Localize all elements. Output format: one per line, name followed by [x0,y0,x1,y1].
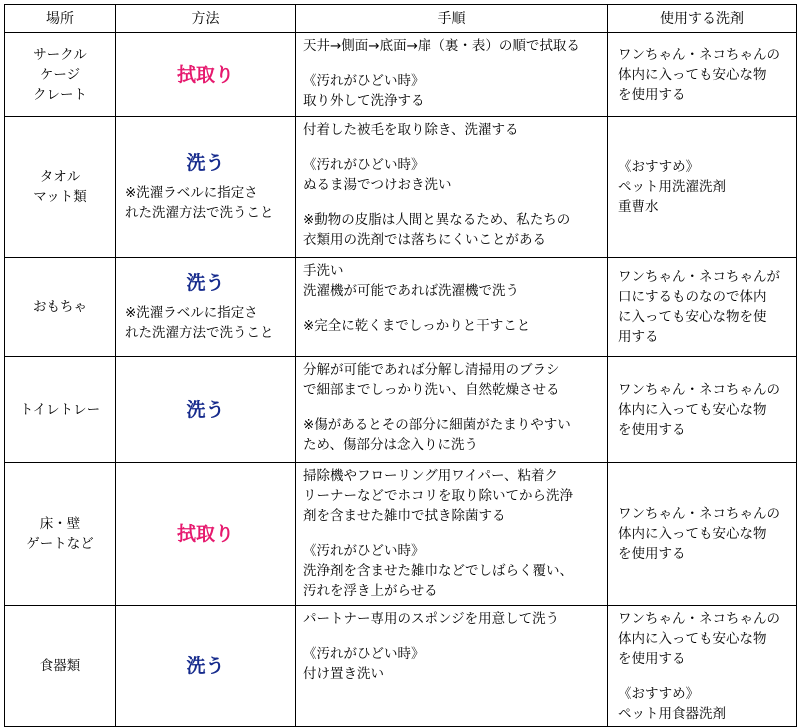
text-line: トイレトレー [19,401,101,418]
text-line: クレート [33,86,87,103]
paragraph-gap [618,669,792,684]
text-line: 剤を含ませた雑巾で拭き除菌する [303,508,506,524]
text-line: サークル [33,46,87,63]
method-cell [116,463,296,606]
header-detergent: 使用する洗剤 [608,5,797,33]
method-note [116,183,295,223]
detergent-cell [608,357,797,463]
text-line: 体内に入っても安心な物 [618,66,767,83]
table-row [5,258,797,357]
text-line: リーナーなどでホコリを取り除いてから洗浄 [303,488,573,504]
text-line: 食器類 [39,658,81,674]
text-line: 汚れを浮き上がらせる [303,583,438,599]
header-steps: 手順 [296,5,608,33]
text-line: ぬるま湯でつけおき洗い [303,177,452,193]
method-wipe: 拭取り [176,523,234,545]
table-row [5,357,797,463]
text-line: れた洗濯方法で洗うこと [125,205,274,221]
text-line: ワンちゃん・ネコちゃんが [618,269,780,285]
detergent-cell [608,463,797,606]
place-cell [5,463,116,606]
text-line: ワンちゃん・ネコちゃんの [618,46,780,63]
text-line: 体内に入っても安心な物 [618,630,767,647]
paragraph-gap [303,140,603,155]
text-line: を使用する [618,546,686,562]
text-line: れた洗濯方法で洗うこと [125,325,274,341]
place-cell [5,606,116,727]
detergent-cell [608,258,797,357]
method-cell [116,258,296,357]
text-line: ケージ [39,66,81,83]
text-line: ※完全に乾くまでしっかりと干すこと [303,318,531,334]
paragraph-gap [303,301,603,316]
method-wash: 洗う [186,398,225,421]
header-place: 場所 [5,5,116,33]
method-wash: 洗う [186,272,225,294]
detergent-cell [608,606,797,727]
text-line: 洗濯機が可能であれば洗濯機で洗う [303,283,519,299]
header-row [5,5,797,33]
care-table [4,4,797,727]
header-method: 方法 [116,5,296,33]
paragraph-gap [303,400,603,415]
text-line: 体内に入っても安心な物 [618,526,767,542]
text-line: 口にするものなので体内 [618,289,767,305]
text-line: ※動物の皮脂は人間と異なるため、私たちの [303,212,571,228]
text-line: を使用する [618,650,686,667]
method-cell [116,606,296,727]
text-line: ※洗濯ラベルに指定さ [125,305,258,321]
text-line: おもちゃ [33,299,87,315]
text-line: マット類 [33,189,87,205]
text-line: 《おすすめ》 [618,685,700,702]
steps-cell [296,357,608,463]
text-line: タオル [39,169,81,185]
text-line: 《汚れがひどい時》 [303,157,425,173]
text-line: ペット用食器洗剤 [618,705,726,722]
text-line: 用する [618,329,659,345]
text-line: を使用する [618,421,686,438]
text-line: で細部までしっかり洗い、自然乾燥させる [303,382,560,398]
paragraph-gap [303,195,603,210]
text-line: 掃除機やフローリング用ワイパー、粘着ク [303,468,559,484]
method-wipe: 拭取り [176,63,234,86]
method-note [116,303,295,343]
text-line: 取り外して洗浄する [303,93,425,109]
text-line: 天井→側面→底面→扉（裏・表）の順で拭取る [303,38,580,54]
place-cell [5,357,116,463]
text-line: ゲートなど [26,536,94,552]
text-line: ワンちゃん・ネコちゃんの [618,610,780,627]
method-cell [116,117,296,258]
text-line: 洗浄剤を含ませた雑巾などでしばらく覆い、 [303,563,573,579]
detergent-cell [608,117,797,258]
text-line: 付着した被毛を取り除き、洗濯する [303,122,519,138]
text-line: に入っても安心な物を使 [618,309,767,325]
table-row [5,463,797,606]
text-line: パートナー専用のスポンジを用意して洗う [303,611,560,627]
detergent-cell [608,33,797,117]
text-line: を使用する [618,86,686,103]
method-cell [116,357,296,463]
text-line: 重曹水 [618,199,659,215]
place-cell [5,33,116,117]
text-line: 《おすすめ》 [618,159,700,175]
steps-cell [296,33,608,117]
text-line: 衣類用の洗剤では落ちにくいことがある [303,232,546,248]
method-cell [116,33,296,117]
text-line: ※洗濯ラベルに指定さ [125,185,258,201]
text-line: 《汚れがひどい時》 [303,646,425,662]
text-line: ため、傷部分は念入りに洗う [303,437,478,453]
steps-cell [296,117,608,258]
text-line: ※傷があるとその部分に細菌がたまりやすい [303,417,571,433]
method-wash: 洗う [186,152,225,174]
text-line: 《汚れがひどい時》 [303,73,425,89]
text-line: 《汚れがひどい時》 [303,543,425,559]
table-row [5,33,797,117]
method-wash: 洗う [186,655,225,677]
text-line: 分解が可能であれば分解し清掃用のブラシ [303,362,560,378]
table-row [5,606,797,727]
table-row [5,117,797,258]
place-cell [5,117,116,258]
text-line: 床・壁 [39,516,81,532]
text-line: 手洗い [303,263,344,279]
text-line: ワンちゃん・ネコちゃんの [618,506,780,522]
paragraph-gap [303,56,603,71]
place-cell [5,258,116,357]
text-line: 付け置き洗い [303,666,384,682]
text-line: ペット用洗濯洗剤 [618,179,726,195]
text-line: 体内に入っても安心な物 [618,401,767,418]
paragraph-gap [303,526,603,541]
steps-cell [296,606,608,727]
steps-cell [296,463,608,606]
paragraph-gap [303,629,603,644]
text-line: ワンちゃん・ネコちゃんの [618,381,780,398]
steps-cell [296,258,608,357]
